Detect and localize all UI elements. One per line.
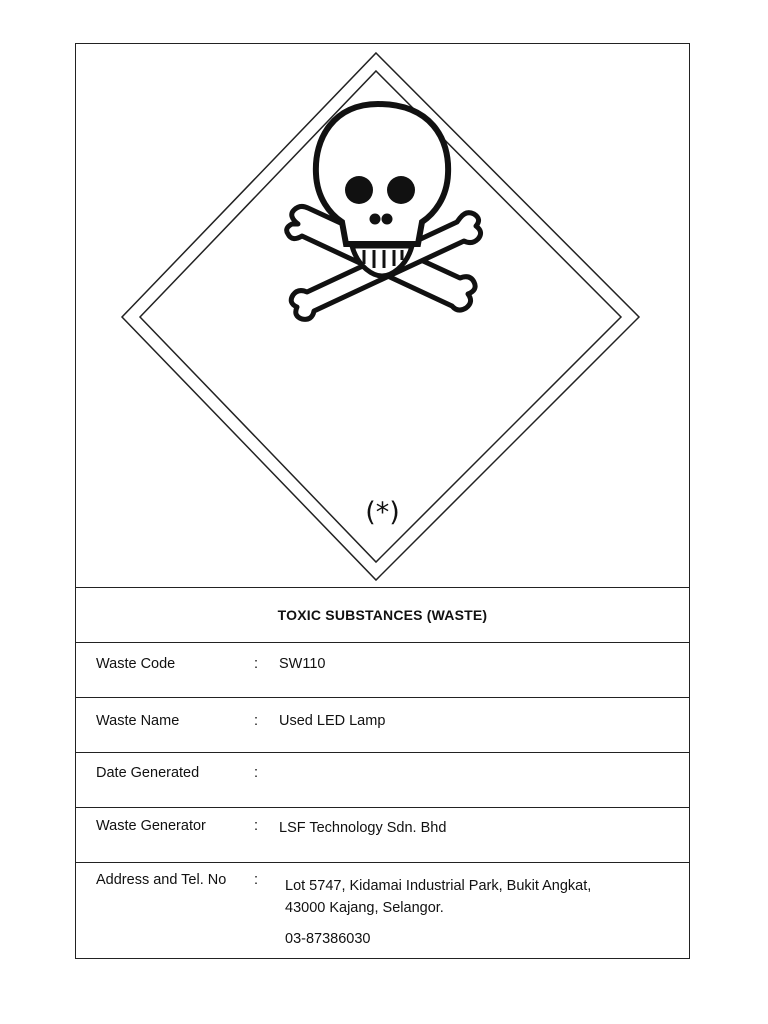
waste-name-colon: : [254, 713, 259, 729]
title-row [76, 587, 689, 643]
label-title: TOXIC SUBSTANCES (WASTE) [277, 607, 488, 623]
field-row-address [76, 863, 689, 960]
skull-and-crossbones-icon [287, 104, 481, 319]
waste-label [75, 43, 690, 959]
waste-code-colon: : [254, 656, 259, 672]
date-generated-label: Date Generated [96, 765, 200, 781]
field-row-date-generated [76, 753, 689, 808]
waste-name-label: Waste Name [96, 713, 180, 729]
field-row-waste-code [76, 643, 689, 698]
hazard-class-note: (*) [365, 497, 400, 528]
address-line-1: Lot 5747, Kidamai Industrial Park, Bukit Angkat, [285, 878, 592, 894]
address-label: Address and Tel. No [96, 872, 227, 888]
field-row-waste-generator [76, 808, 689, 863]
address-line-2: 43000 Kajang, Selangor. [285, 900, 444, 916]
address-colon: : [254, 872, 259, 888]
waste-generator-value: LSF Technology Sdn. Bhd [279, 820, 447, 836]
waste-code-label: Waste Code [96, 656, 176, 672]
waste-generator-colon: : [254, 818, 259, 834]
waste-name-value: Used LED Lamp [279, 713, 386, 729]
field-row-waste-name [76, 698, 689, 753]
waste-code-value: SW110 [279, 656, 326, 672]
hazard-diamond-panel [76, 44, 689, 587]
phone-number: 03-87386030 [285, 931, 371, 947]
date-generated-colon: : [254, 765, 259, 781]
waste-generator-label: Waste Generator [96, 818, 206, 834]
